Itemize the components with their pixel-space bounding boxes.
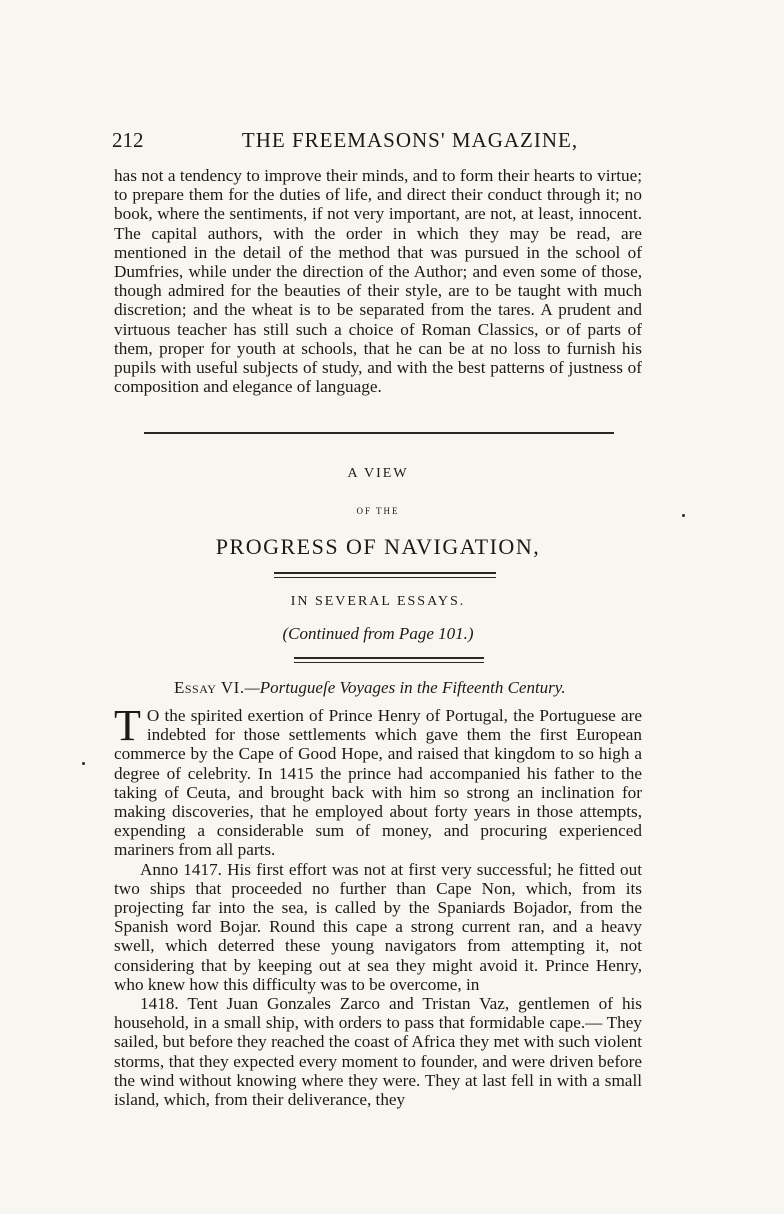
page-header	[112, 128, 672, 158]
title-rule-bottom-thin	[294, 662, 484, 663]
essay-label: Essay VI.	[174, 678, 245, 697]
running-title: THE FREEMASONS' MAGAZINE,	[241, 128, 579, 152]
article-title-line2: OF THE	[356, 506, 400, 516]
body-paragraph-1	[114, 701, 642, 860]
ink-speck	[682, 514, 685, 517]
article-title-line1: A VIEW	[347, 466, 409, 481]
essay-title: —Portugueſe Voyages in the Fifteenth Century.	[244, 678, 566, 697]
page-number: 212	[112, 128, 144, 152]
continued-note: (Continued from Page 101.)	[282, 624, 474, 643]
title-rule-top	[274, 572, 496, 574]
continued-paragraph: has not a tendency to improve their minds, and to form their hearts to virtue; to prepare them for the duties of life, and direct their conduct through it; no book, where the sentiments, if not very important, are not, at least, innocent. The capital authors, with the order in which they may be read, are mentioned in the detail of the method that was pursued in the school of Dumfries, while under the direction of the Author; and even some of those, though admired for the beauties of their style, are to be taught with much discretion; and the wheat is to be separated from the tares. A prudent and virtuous teacher has still such a choice of Roman Classics, or of parts of them, proper for youth at schools, that he can be at no loss to furnish his pupils with useful subjects of study, and with the best patterns of justness of composition and elegance of language.	[114, 166, 642, 397]
title-rule-bottom	[294, 657, 484, 659]
paragraph-1-text: O the spirited exertion of Prince Henry of Portugal, the Portuguese are indebted for those settlements which gave them the first European commerce by the Cape of Good Hope, and raised that kingdom to so high a degree of celebrity. In 1415 the prince had accompanied his father to the taking of Ceuta, and brought back with him so strong an inclination for making discoveries, that he employed about forty years in those attempts, expending a considerable sum of money, and procuring experienced mariners from all parts.	[114, 706, 642, 860]
body-paragraph-2: Anno 1417. His first effort was not at first very successful; he fitted out two ships that proceeded no further than Cape Non, which, from its projecting far into the sea, is called by the Spaniards Bojador, from the Spanish word Bojar. Round this cape a strong current ran, and a heavy swell, which deterred these young navigators from attempting it, not considering that by keeping out at sea they might avoid it. Prince Henry, who knew how this difficulty was to be overcome, in	[114, 859, 642, 994]
article-body	[114, 701, 642, 1110]
drop-cap: T	[114, 701, 141, 750]
ink-speck	[82, 762, 85, 765]
body-paragraph-3: 1418. Tent Juan Gonzales Zarco and Tristan Vaz, gentlemen of his household, in a small ship, with orders to pass that formidable cape.— They sailed, but before they reached the coast of Africa they met with such violent storms, that they expected every moment to founder, and were driven before the wind without knowing where they were. They at last fell in with a small island, which, from their deliverance, they	[114, 994, 642, 1110]
essay-heading	[174, 678, 566, 698]
section-divider	[144, 432, 614, 434]
article-subtitle: IN SEVERAL ESSAYS.	[290, 594, 466, 609]
previous-article-text	[114, 166, 642, 396]
article-title-main: PROGRESS OF NAVIGATION,	[215, 534, 541, 559]
title-rule-top-thin	[274, 577, 496, 578]
